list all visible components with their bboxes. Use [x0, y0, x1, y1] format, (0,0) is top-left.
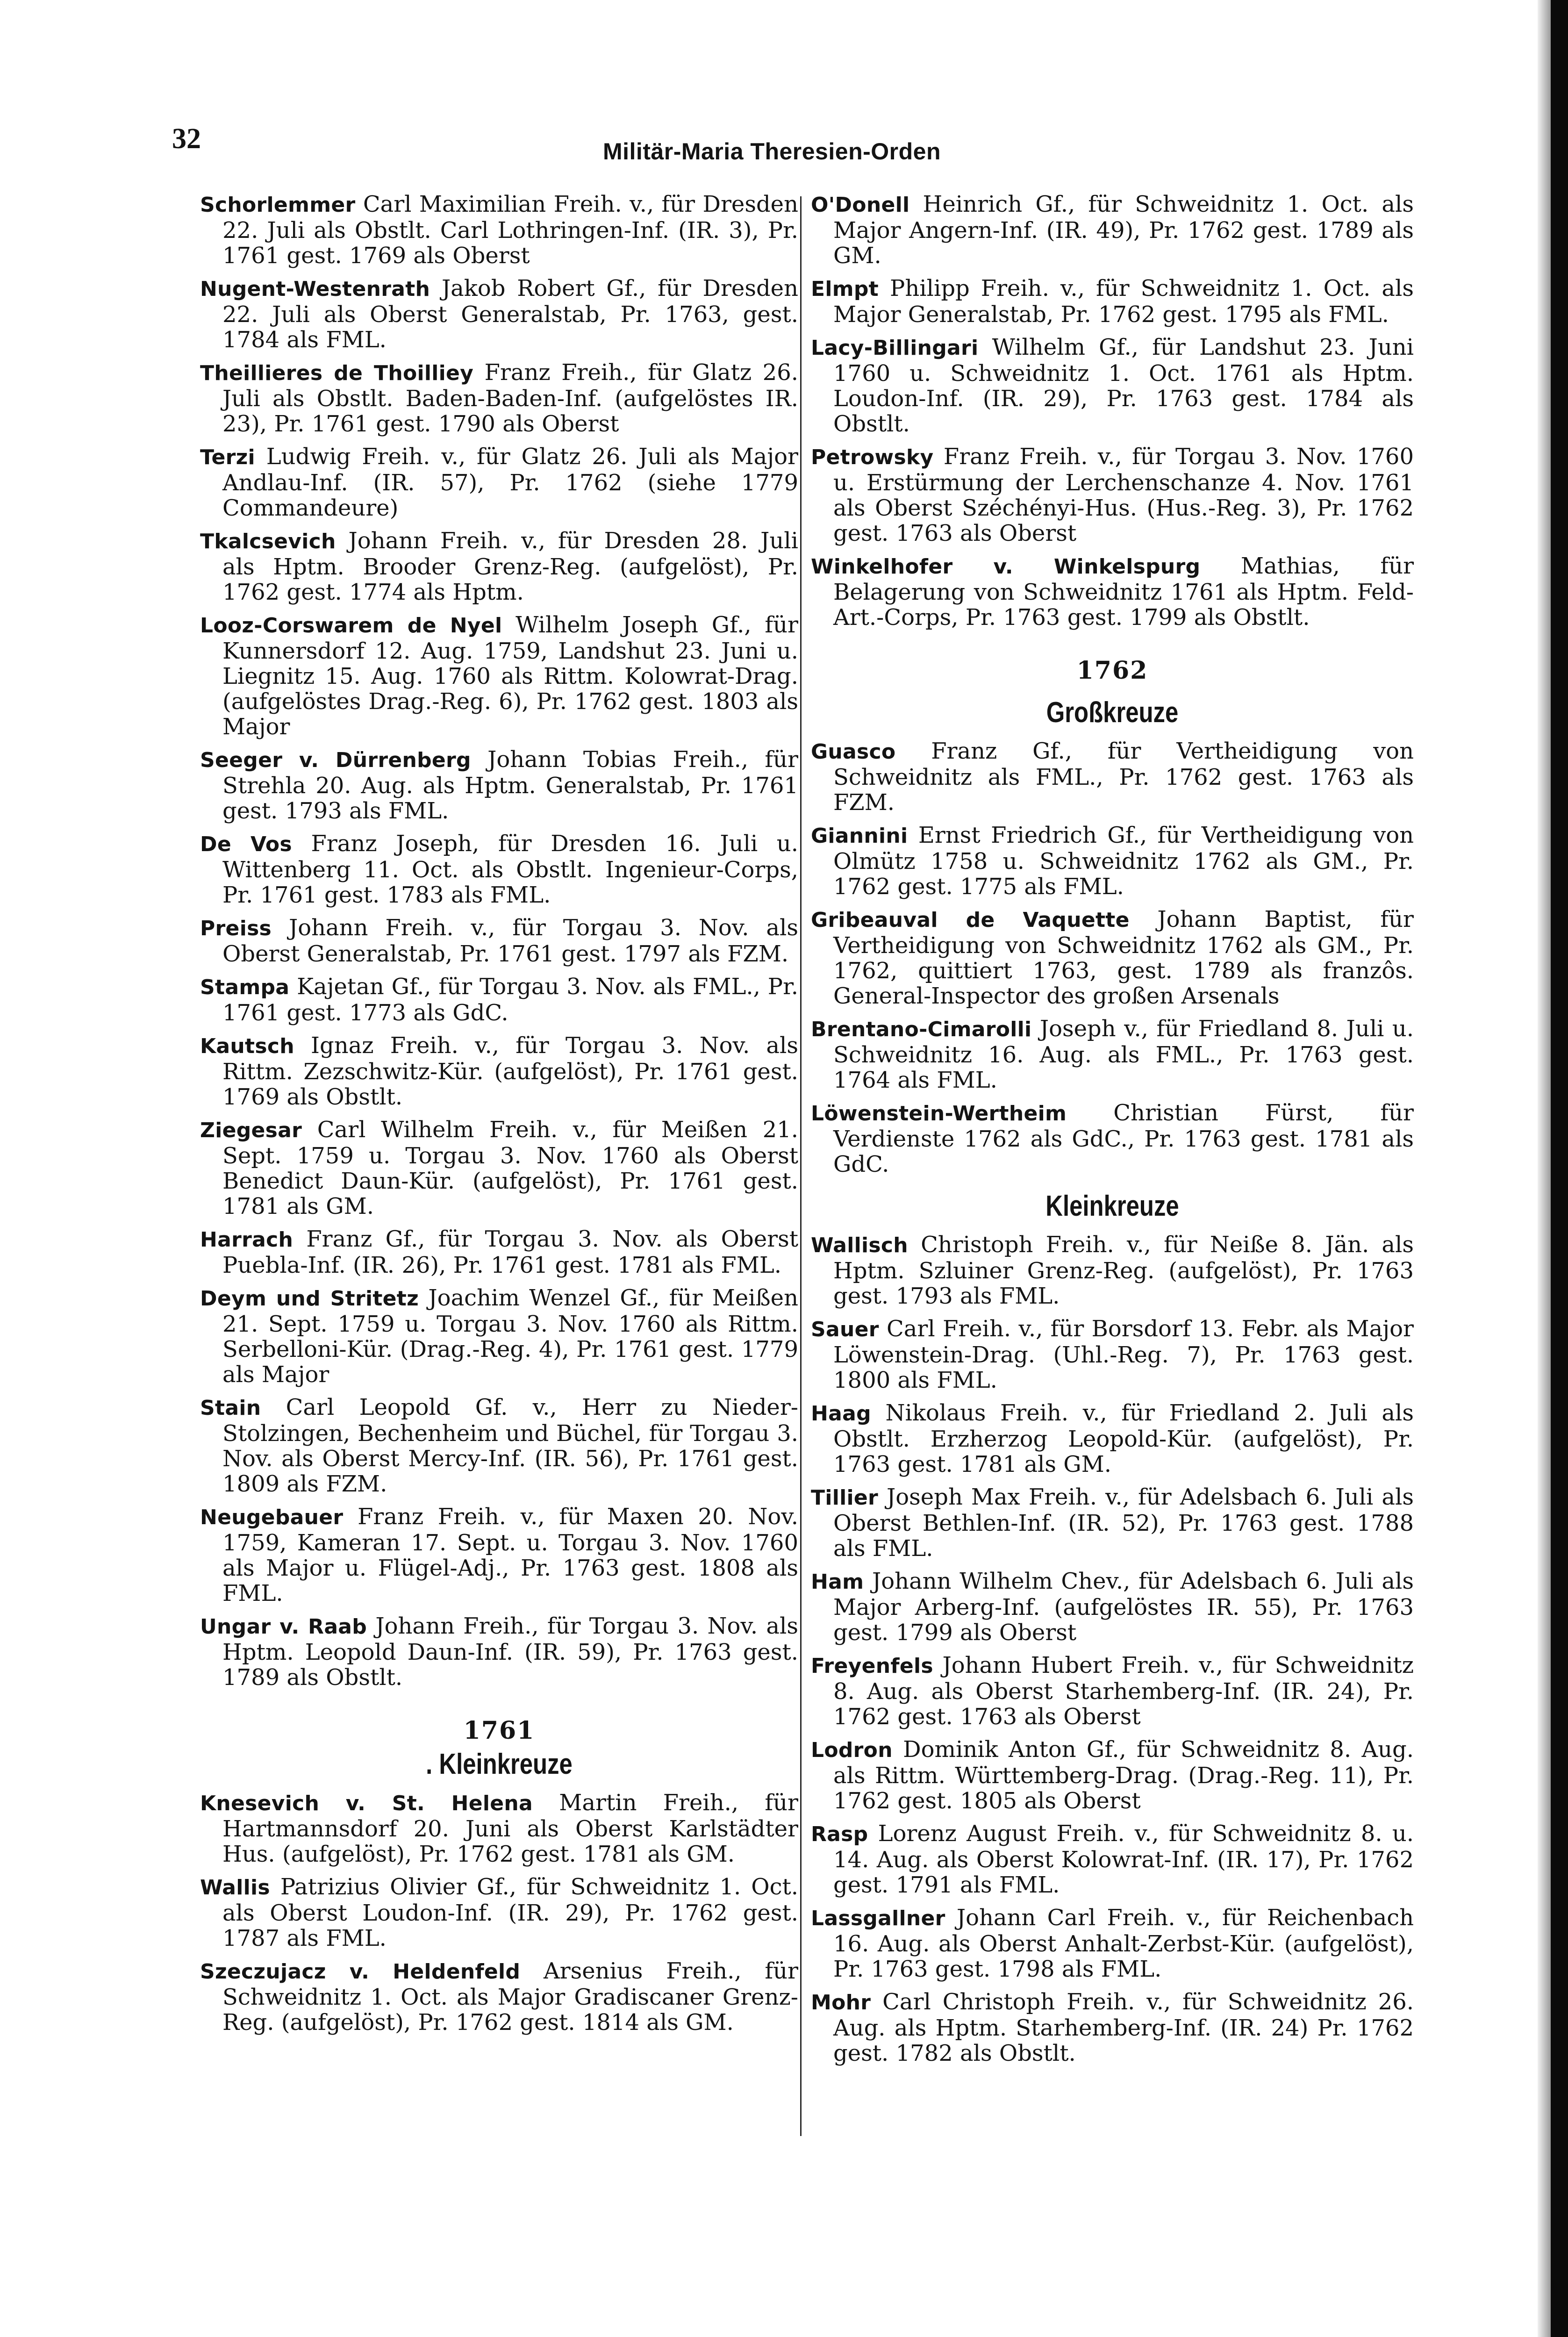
entry-name: Rasp	[811, 1822, 868, 1846]
entry	[811, 738, 1414, 815]
entry-name: Stampa	[200, 975, 290, 999]
entry-name: Preiss	[200, 917, 272, 940]
entry-text: Franz Joseph, für Dresden 16. Juli u. Wittenberg 11. Oct. als Obstlt. Ingenieur-Corps, Pr. 1761 gest. 1783 als FML.	[222, 831, 798, 908]
entry-text: Carl Leopold Gf. v., Herr zu Nieder-Stolzingen, Bechenheim und Büchel, für Torgau 3. Nov. als Oberst Mercy-Inf. (IR. 56), Pr. 1761 gest. 1809 als FZM.	[222, 1394, 798, 1497]
entry	[200, 1613, 798, 1690]
entry-text: Christian Fürst, für Verdienste 1762 als GdC., Pr. 1763 gest. 1781 als GdC.	[833, 1100, 1414, 1177]
entry	[811, 1016, 1414, 1093]
entry-list	[200, 192, 798, 1690]
entry	[200, 747, 798, 824]
entry-name: Brentano-Cimarolli	[811, 1018, 1032, 1041]
entry	[200, 528, 798, 605]
entry-name: Haag	[811, 1402, 871, 1426]
entry	[811, 1569, 1414, 1645]
right-column	[811, 192, 1414, 2073]
scan-edge-border	[1551, 0, 1568, 2337]
entry-text: Johann Carl Freih. v., für Reichenbach 16. Aug. als Oberst Anhalt-Zerbst-Kür. (aufgelöst), Pr. 1763 gest. 1798 als FML.	[833, 1905, 1414, 1982]
entry-name: Tillier	[811, 1486, 878, 1510]
entry-text: Ludwig Freih. v., für Glatz 26. Juli als Major Andlau-Inf. (IR. 57), Pr. 1762 (siehe 1779 Commandeure)	[222, 444, 798, 521]
entry-text: Franz Freih. v., für Torgau 3. Nov. 1760 u. Erstürmung der Lerchenschanze 4. Nov. 1761 als Oberst Széchényi-Hus. (Hus.-Reg. 3), Pr. 1762 gest. 1763 als Oberst	[833, 444, 1414, 546]
entry	[811, 192, 1414, 268]
entry	[811, 1653, 1414, 1729]
entry-name: Giannini	[811, 824, 908, 848]
entry-text: Franz Freih., für Glatz 26. Juli als Obstlt. Baden-Baden-Inf. (aufgelöstes IR. 23), Pr. 1761 gest. 1790 als Oberst	[222, 359, 798, 437]
entry-list-1761	[200, 1790, 798, 2035]
entry	[811, 553, 1414, 630]
entry-text: Johann Tobias Freih., für Strehla 20. Aug. als Hptm. Generalstab, Pr. 1761 gest. 1793 als FML.	[222, 746, 798, 824]
entry-text: Wilhelm Joseph Gf., für Kunnersdorf 12. Aug. 1759, Landshut 23. Juni u. Liegnitz 15. Aug. 1760 als Rittm. Kolowrat-Drag. (aufgelöstes Drag.-Reg. 6), Pr. 1762 gest. 1803 als Major	[222, 612, 798, 740]
entry-name: De Vos	[200, 832, 292, 856]
entry-name: Harrach	[200, 1228, 294, 1252]
entry	[811, 444, 1414, 546]
entry	[811, 276, 1414, 327]
entry-name: Winkelhofer v. Winkelspurg	[811, 555, 1201, 579]
entry-name: Lodron	[811, 1738, 893, 1762]
entry	[200, 360, 798, 437]
entry	[200, 276, 798, 352]
year-heading-1762: 1762	[1076, 656, 1148, 685]
entry-text: Joseph Max Freih. v., für Adelsbach 6. Juli als Oberst Bethlen-Inf. (IR. 52), Pr. 1763 gest. 1788 als FML.	[833, 1484, 1414, 1562]
entry-list-grosskreuze	[811, 738, 1414, 1177]
entry	[200, 1958, 798, 2035]
entry-name: Freyenfels	[811, 1654, 933, 1678]
entry-text: Johann Freih., für Torgau 3. Nov. als Hptm. Leopold Daun-Inf. (IR. 59), Pr. 1763 gest. 1789 als Obstlt.	[222, 1613, 798, 1691]
entry-name: Theillieres de Thoilliey	[200, 361, 474, 385]
entry-name: Mohr	[811, 1991, 871, 2014]
entry	[200, 1874, 798, 1951]
entry-text: Carl Wilhelm Freih. v., für Meißen 21. Sept. 1759 u. Torgau 3. Nov. 1760 als Oberst Benedict Daun-Kür. (aufgelöst), Pr. 1761 gest. 1781 als GM.	[222, 1117, 798, 1219]
entry	[200, 192, 798, 268]
entry-text: Martin Freih., für Hartmannsdorf 20. Juni als Oberst Karlstädter Hus. (aufgelöst), Pr. 1762 gest. 1781 als GM.	[222, 1790, 798, 1867]
entry-name: Stain	[200, 1396, 261, 1420]
entry-name: Tkalcsevich	[200, 530, 336, 553]
entry	[811, 1484, 1414, 1561]
running-head: Militär-Maria Theresien-Orden	[603, 138, 941, 165]
entry-name: Elmpt	[811, 277, 879, 301]
entry-text: Wilhelm Gf., für Landshut 23. Juni 1760 u. Schweidnitz 1. Oct. 1761 als Hptm. Loudon-Inf. (IR. 29), Pr. 1763 gest. 1784 als Obstlt.	[833, 334, 1414, 437]
section-heading-kleinkreuze-1761: . Kleinkreuze	[426, 1748, 573, 1780]
entry-text: Arsenius Freih., für Schweidnitz 1. Oct. als Major Gradiscaner Grenz-Reg. (aufgelöst), Pr. 1762 gest. 1814 als GM.	[222, 1958, 799, 2036]
entry-text: Franz Freih. v., für Maxen 20. Nov. 1759, Kameran 17. Sept. u. Torgau 3. Nov. 1760 als Major u. Flügel-Adj., Pr. 1763 gest. 1808 als FML.	[222, 1504, 798, 1606]
entry-text: Carl Christoph Freih. v., für Schweidnitz 26. Aug. als Hptm. Starhemberg-Inf. (IR. 24) Pr. 1762 gest. 1782 als Obstlt.	[833, 1989, 1414, 2066]
entry	[200, 1504, 798, 1606]
entry	[200, 974, 798, 1025]
entry-name: Guasco	[811, 740, 896, 764]
entry-name: Lacy-Billingari	[811, 336, 979, 360]
entry-text: Johann Hubert Freih. v., für Schweidnitz 8. Aug. als Oberst Starhemberg-Inf. (IR. 24), Pr. 1762 gest. 1763 als Oberst	[833, 1652, 1414, 1730]
entry	[811, 1100, 1414, 1177]
entry-text: Heinrich Gf., für Schweidnitz 1. Oct. als Major Angern-Inf. (IR. 49), Pr. 1762 gest. 1789 als GM.	[833, 191, 1414, 269]
entry-text: Franz Gf., für Vertheidigung von Schweidnitz als FML., Pr. 1762 gest. 1763 als FZM.	[833, 738, 1414, 816]
entry-name: Gribeauval de Vaquette	[811, 908, 1130, 932]
entry-text: Johann Freih. v., für Dresden 28. Juli als Hptm. Brooder Grenz-Reg. (aufgelöst), Pr. 1762 gest. 1774 als Hptm.	[222, 528, 798, 605]
entry-name: Ziegesar	[200, 1118, 302, 1142]
entry-name: Szeczujacz v. Heldenfeld	[200, 1960, 521, 1984]
entry-text: Kajetan Gf., für Torgau 3. Nov. als FML., Pr. 1761 gest. 1773 als GdC.	[222, 974, 798, 1026]
entry-name: Sauer	[811, 1318, 879, 1341]
year-heading-1761: 1761	[463, 1716, 535, 1745]
entry-list-kleinkreuze	[811, 1232, 1414, 2066]
entry-name: Knesevich v. St. Helena	[200, 1792, 533, 1815]
entry-name: Wallis	[200, 1876, 270, 1900]
entry-text: Johann Baptist, für Vertheidigung von Schweidnitz 1762 als GM., Pr. 1762, quittiert 1763, gest. 1789 als franzôs. General-Inspector des großen Arsenals	[833, 906, 1414, 1009]
entry-text: Mathias, für Belagerung von Schweidnitz 1761 als Hptm. Feld-Art.-Corps, Pr. 1763 gest. 1799 als Obstlt.	[833, 553, 1414, 631]
entry	[811, 1821, 1414, 1898]
entry-name: Nugent-Westenrath	[200, 277, 430, 301]
entry-name: Kautsch	[200, 1034, 294, 1058]
entry	[200, 1033, 798, 1110]
entry	[200, 831, 798, 908]
entry-name: Löwenstein-Wertheim	[811, 1102, 1067, 1125]
entry	[811, 823, 1414, 899]
scan-edge-shadow	[1538, 0, 1551, 2337]
entry-text: Carl Maximilian Freih. v., für Dresden 22. Juli als Obstlt. Carl Lothringen-Inf. (IR. 3), Pr. 1761 gest. 1769 als Oberst	[222, 191, 798, 269]
section-heading-kleinkreuze-1762: Kleinkreuze	[1045, 1190, 1179, 1222]
entry	[200, 444, 798, 521]
entry	[200, 1790, 798, 1867]
entry	[811, 1316, 1414, 1393]
entry	[811, 1400, 1414, 1477]
entry-text: Christoph Freih. v., für Neiße 8. Jän. als Hptm. Szluiner Grenz-Reg. (aufgelöst), Pr. 1763 gest. 1793 als FML.	[833, 1232, 1414, 1309]
entry-text: Dominik Anton Gf., für Schweidnitz 8. Aug. als Rittm. Württemberg-Drag. (Drag.-Reg. 11), Pr. 1762 gest. 1805 als Oberst	[833, 1736, 1414, 1814]
entry	[811, 335, 1414, 437]
entry-text: Johann Freih. v., für Torgau 3. Nov. als Oberst Generalstab, Pr. 1761 gest. 1797 als FZM.	[222, 915, 798, 967]
entry-text: Patrizius Olivier Gf., für Schweidnitz 1. Oct. als Oberst Loudon-Inf. (IR. 29), Pr. 1762 gest. 1787 als FML.	[222, 1874, 798, 1951]
entry	[811, 907, 1414, 1009]
entry	[200, 612, 798, 739]
entry	[811, 1905, 1414, 1982]
entry	[811, 1232, 1414, 1309]
entry-text: Philipp Freih. v., für Schweidnitz 1. Oct. als Major Generalstab, Pr. 1762 gest. 1795 als FML.	[833, 275, 1414, 328]
entry-text: Carl Freih. v., für Borsdorf 13. Febr. als Major Löwenstein-Drag. (Uhl.-Reg. 7), Pr. 1763 gest. 1800 als FML.	[833, 1316, 1414, 1393]
entry-name: Terzi	[200, 445, 255, 469]
entry-name: Ungar v. Raab	[200, 1615, 367, 1639]
section-heading-grosskreuze-1762: Großkreuze	[1046, 696, 1179, 729]
entry-text: Lorenz August Freih. v., für Schweidnitz 8. u. 14. Aug. als Oberst Kolowrat-Inf. (IR. 17), Pr. 1762 gest. 1791 als FML.	[833, 1821, 1414, 1898]
entry	[200, 1395, 798, 1497]
entry-name: Ham	[811, 1570, 864, 1594]
entry-text: Ernst Friedrich Gf., für Vertheidigung von Olmütz 1758 u. Schweidnitz 1762 als GM., Pr. 1762 gest. 1775 als FML.	[833, 822, 1414, 900]
entry	[200, 1285, 798, 1387]
entry	[200, 915, 798, 967]
entry-name: Seeger v. Dürrenberg	[200, 748, 471, 772]
entry-text: Nikolaus Freih. v., für Friedland 2. Juli als Obstlt. Erzherzog Leopold-Kür. (aufgelöst), Pr. 1763 gest. 1781 als GM.	[833, 1400, 1414, 1477]
page-number: 32	[172, 123, 201, 155]
entry-text: Franz Gf., für Torgau 3. Nov. als Oberst Puebla-Inf. (IR. 26), Pr. 1761 gest. 1781 als FML.	[222, 1226, 798, 1278]
left-column	[200, 192, 798, 2043]
entry-text: Jakob Robert Gf., für Dresden 22. Juli als Oberst Generalstab, Pr. 1763, gest. 1784 als FML.	[222, 275, 798, 353]
entry-name: Petrowsky	[811, 445, 934, 469]
entry-text: Johann Wilhelm Chev., für Adelsbach 6. Juli als Major Arberg-Inf. (aufgelöstes IR. 55), Pr. 1763 gest. 1799 als Oberst	[833, 1568, 1414, 1646]
column-divider	[800, 196, 802, 2136]
entry-name: Looz-Corswarem de Nyel	[200, 614, 502, 638]
entry-text: Joachim Wenzel Gf., für Meißen 21. Sept. 1759 u. Torgau 3. Nov. 1760 als Rittm. Serbelloni-Kür. (Drag.-Reg. 4), Pr. 1761 gest. 1779 als Major	[222, 1285, 798, 1388]
entry-name: Neugebauer	[200, 1505, 344, 1529]
entry-name: O'Donell	[811, 193, 910, 217]
entry	[811, 1737, 1414, 1814]
entry-text: Ignaz Freih. v., für Torgau 3. Nov. als Rittm. Zezschwitz-Kür. (aufgelöst), Pr. 1761 gest. 1769 als Obstlt.	[222, 1032, 798, 1110]
entry-name: Lassgallner	[811, 1907, 945, 1930]
entry-name: Wallisch	[811, 1233, 908, 1257]
entry-name: Deym und Stritetz	[200, 1287, 419, 1311]
entry-name: Schorlemmer	[200, 193, 356, 217]
entry	[811, 1989, 1414, 2066]
entry	[200, 1226, 798, 1278]
entry-text: Joseph v., für Friedland 8. Juli u. Schweidnitz 16. Aug. als FML., Pr. 1763 gest. 1764 als FML.	[833, 1016, 1414, 1093]
entry-list	[811, 192, 1414, 630]
entry	[200, 1117, 798, 1219]
